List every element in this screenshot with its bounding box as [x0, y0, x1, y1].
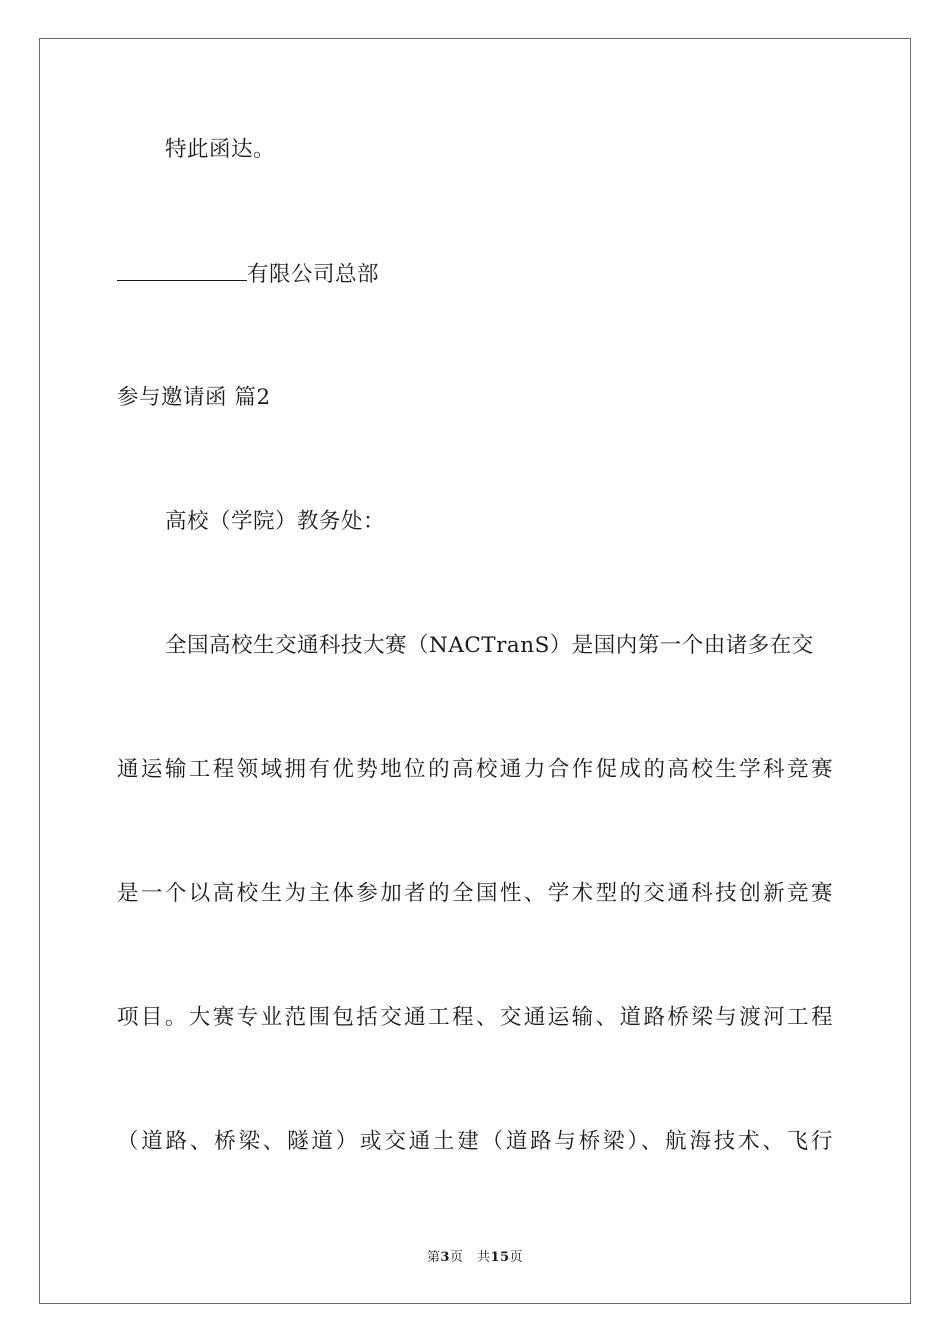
- signature-blank: [117, 260, 247, 281]
- body-line-1: 全国高校生交通科技大赛（NACTranS）是国内第一个由诸多在交: [165, 633, 814, 658]
- page-footer: [0, 1246, 950, 1265]
- signature-line: [117, 260, 837, 289]
- footer-suffix: 页: [509, 1250, 524, 1265]
- footer-total-pages: 15: [490, 1250, 510, 1265]
- closing-line: 特此函达。: [165, 137, 276, 162]
- body-line-3: 是一个以高校生为主体参加者的全国性、学术型的交通科技创新竞赛: [117, 881, 833, 906]
- body-line-4: 项目。大赛专业范围包括交通工程、交通运输、道路桥梁与渡河工程: [117, 1005, 833, 1030]
- section-heading: 参与邀请函 篇2: [117, 385, 271, 410]
- footer-prefix: 第: [426, 1250, 441, 1265]
- salutation: 高校（学院）教务处：: [165, 509, 386, 534]
- footer-page-number: 3: [440, 1250, 450, 1265]
- footer-middle: 页 共: [449, 1250, 491, 1265]
- page-border: [39, 38, 911, 1304]
- body-line-2: 通运输工程领域拥有优势地位的高校通力合作促成的高校生学科竞赛: [117, 757, 833, 782]
- body-line-5: （道路、桥梁、隧道）或交通土建（道路与桥梁）、航海技术、飞行: [117, 1129, 833, 1154]
- signature-company: 有限公司总部: [247, 262, 380, 287]
